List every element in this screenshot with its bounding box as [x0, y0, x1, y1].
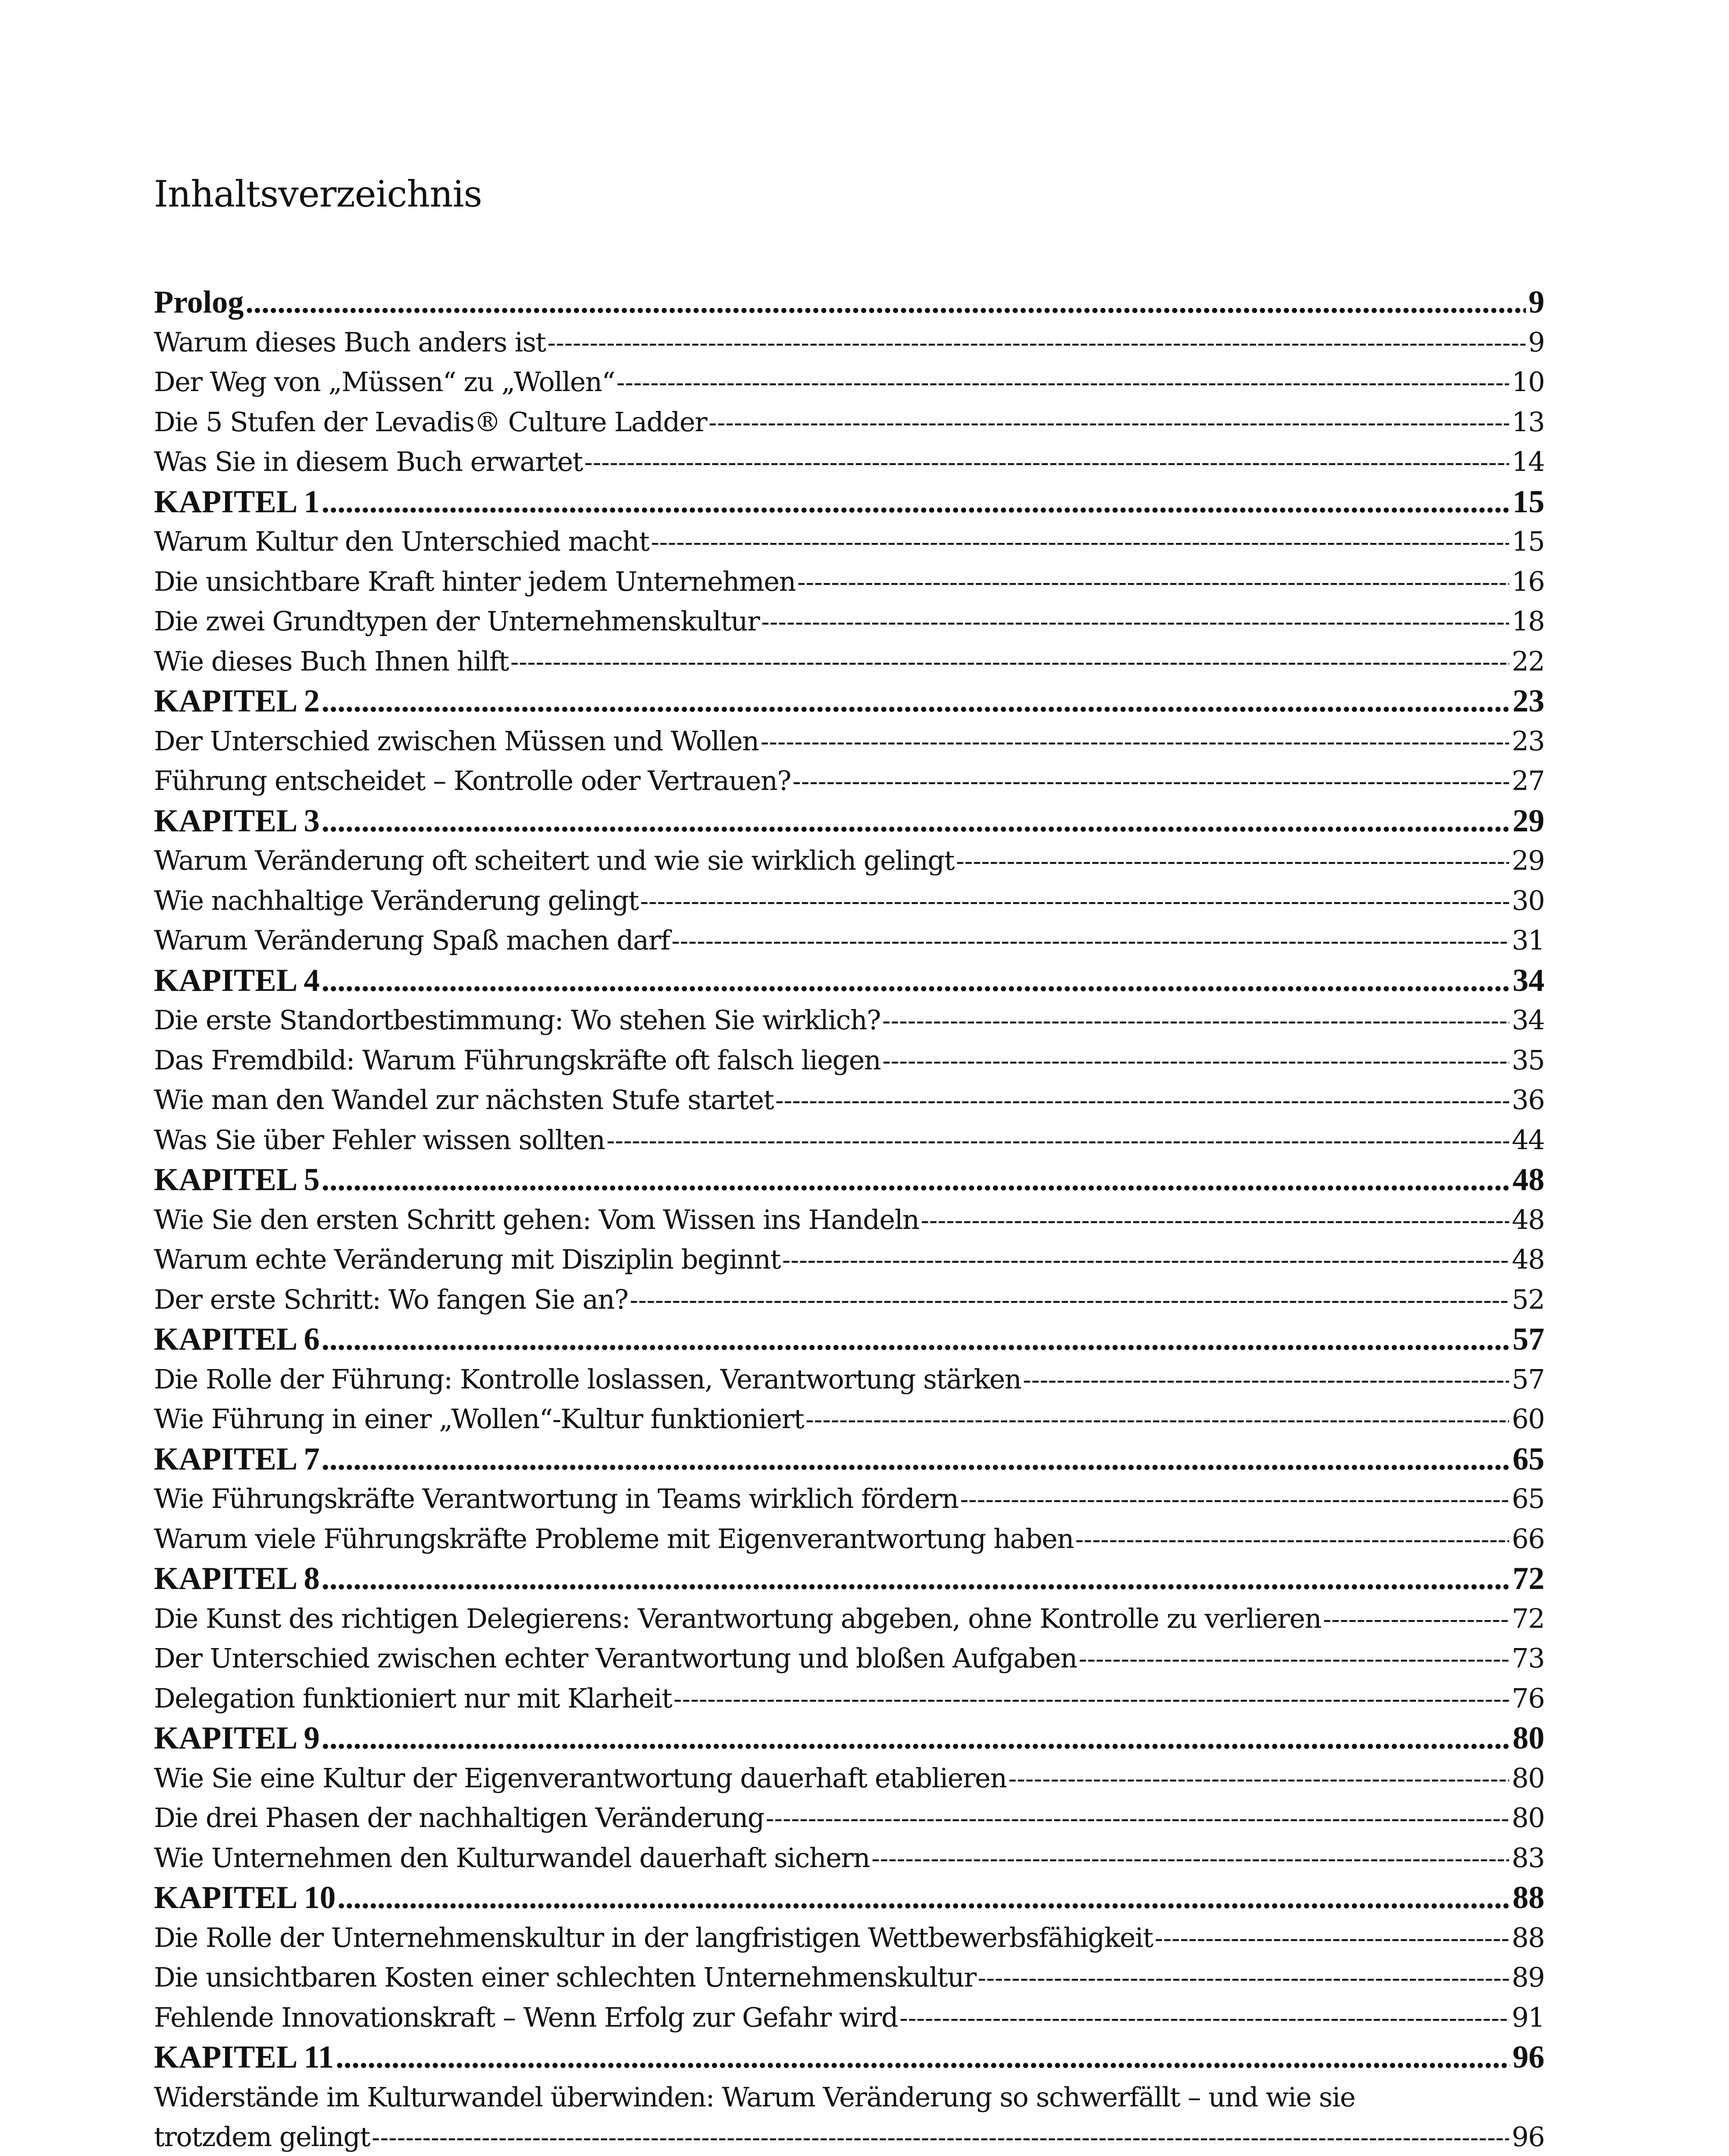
toc-page-number: 23 [1513, 683, 1544, 719]
toc-leader [630, 1280, 1509, 1320]
toc-section-title: Warum Veränderung oft scheitert und wie sie wirklich gelingt [154, 845, 955, 876]
toc-section-entry[interactable] [154, 1758, 1544, 1799]
toc-section-title: Der Weg von „Müssen“ zu „Wollen“ [154, 366, 615, 398]
toc-section-title: Was Sie in diesem Buch erwartet [154, 446, 583, 477]
table-of-contents [154, 282, 1544, 2156]
toc-section-title: Warum echte Veränderung mit Disziplin beginnt [154, 1244, 780, 1275]
toc-section-entry[interactable] [154, 1639, 1544, 1679]
toc-page-number: 18 [1512, 605, 1544, 637]
toc-leader [322, 1718, 1510, 1758]
toc-chapter-entry[interactable] [154, 801, 1544, 841]
toc-section-entry[interactable] [154, 1958, 1544, 1998]
toc-section-title: Der Unterschied zwischen Müssen und Wollen [154, 725, 759, 757]
toc-chapter-entry[interactable] [154, 1718, 1544, 1758]
toc-page-number: 14 [1512, 446, 1544, 477]
toc-section-entry[interactable] [154, 1240, 1544, 1280]
toc-leader [766, 1798, 1509, 1838]
toc-leader [322, 1319, 1510, 1360]
toc-leader [956, 841, 1509, 881]
toc-section-entry[interactable] [154, 1120, 1544, 1160]
toc-page-number: 15 [1513, 484, 1544, 520]
toc-section-entry[interactable] [154, 721, 1544, 761]
toc-section-entry[interactable] [154, 602, 1544, 642]
toc-section-entry[interactable] [154, 1360, 1544, 1400]
toc-leader [708, 402, 1509, 442]
toc-section-title: Die Rolle der Führung: Kontrolle loslassen, Verantwortung stärken [154, 1363, 1021, 1395]
toc-leader [871, 1838, 1509, 1878]
toc-section-entry[interactable] [154, 1599, 1544, 1639]
toc-leader [584, 442, 1509, 482]
toc-page-number: 88 [1513, 1880, 1544, 1915]
toc-page-number: 66 [1512, 1523, 1544, 1554]
toc-section-title: Die 5 Stufen der Levadis® Culture Ladder [154, 406, 707, 438]
toc-chapter-entry[interactable] [154, 1439, 1544, 1479]
toc-leader [322, 961, 1510, 1001]
toc-leader [673, 1679, 1509, 1719]
toc-section-title: Warum dieses Buch anders ist [154, 326, 546, 358]
toc-page-number: 15 [1512, 526, 1544, 557]
toc-section-title: Fehlende Innovationskraft – Wenn Erfolg zur Gefahr wird [154, 2001, 898, 2033]
toc-section-entry[interactable] [154, 402, 1544, 442]
toc-section-title: Warum Veränderung Spaß machen darf [154, 924, 670, 956]
toc-page-number: 23 [1512, 725, 1544, 757]
toc-chapter-entry[interactable] [154, 1878, 1544, 1918]
toc-section-entry[interactable] [154, 362, 1544, 402]
toc-section-title: Die zwei Grundtypen der Unternehmenskultur [154, 605, 760, 637]
toc-leader [761, 602, 1509, 642]
page-title: Inhaltsverzeichnis [154, 173, 482, 215]
toc-chapter-title: KAPITEL 6 [154, 1322, 320, 1357]
toc-chapter-title: KAPITEL 4 [154, 962, 320, 998]
toc-page-number: 52 [1512, 1283, 1544, 1315]
toc-page-number: 36 [1512, 1084, 1544, 1116]
toc-page-number: 72 [1512, 1602, 1544, 1634]
toc-leader [547, 323, 1525, 363]
toc-section-title: Die Kunst des richtigen Delegierens: Verantwortung abgeben, ohne Kontrolle zu verlieren [154, 1602, 1322, 1634]
toc-leader [640, 881, 1509, 921]
toc-section-title: Wie Führung in einer „Wollen“-Kultur funktioniert [154, 1403, 804, 1435]
toc-page-number: 80 [1512, 1802, 1544, 1833]
toc-section-title: Wie nachhaltige Veränderung gelingt [154, 884, 639, 916]
toc-page-number: 27 [1512, 765, 1544, 796]
toc-section-title: Was Sie über Fehler wissen sollten [154, 1124, 605, 1156]
toc-leader [882, 1040, 1509, 1081]
toc-section-entry[interactable] [154, 761, 1544, 801]
toc-page-number: 29 [1512, 845, 1544, 876]
toc-chapter-title: Prolog [154, 285, 244, 320]
toc-page-number: 60 [1512, 1403, 1544, 1435]
toc-section-title: Widerstände im Kulturwandel überwinden: Warum Veränderung so schwerfällt – und wie sie [154, 2081, 1355, 2113]
toc-section-entry[interactable] [154, 1280, 1544, 1320]
toc-leader [1323, 1599, 1509, 1639]
toc-chapter-entry[interactable] [154, 2037, 1544, 2078]
toc-page-number: 72 [1513, 1561, 1544, 1596]
toc-leader [322, 1559, 1510, 1599]
toc-leader [335, 2037, 1510, 2078]
toc-leader [1023, 1360, 1509, 1400]
toc-page-number: 48 [1512, 1244, 1544, 1275]
toc-leader [1075, 1519, 1509, 1559]
toc-section-title: Wie Sie den ersten Schritt gehen: Vom Wissen ins Handeln [154, 1203, 919, 1235]
toc-page-number: 34 [1513, 962, 1544, 998]
toc-section-title: Wie dieses Buch Ihnen hilft [154, 645, 509, 677]
toc-section-title: Wie Unternehmen den Kulturwandel dauerhaft sichern [154, 1842, 870, 1874]
toc-leader [1155, 1918, 1509, 1958]
toc-section-title: Delegation funktioniert nur mit Klarheit [154, 1682, 672, 1714]
toc-leader [960, 1479, 1510, 1519]
toc-section-entry[interactable] [154, 1080, 1544, 1120]
toc-section-entry[interactable] [154, 442, 1544, 482]
toc-section-entry[interactable] [154, 1798, 1544, 1838]
toc-leader [322, 482, 1510, 522]
toc-section-title: Die unsichtbaren Kosten einer schlechten Unternehmenskultur [154, 1962, 976, 1993]
toc-page-number: 48 [1513, 1162, 1544, 1197]
toc-page-number: 65 [1513, 1441, 1544, 1477]
toc-section-title: Die unsichtbare Kraft hinter jedem Unternehmen [154, 565, 796, 597]
toc-section-title: Die erste Standortbestimmung: Wo stehen Sie wirklich? [154, 1004, 881, 1036]
toc-page-number: 88 [1512, 1921, 1544, 1953]
toc-leader [245, 282, 1526, 323]
toc-leader [322, 1160, 1510, 1200]
toc-page-number: 65 [1512, 1483, 1544, 1514]
toc-section-entry[interactable] [154, 1040, 1544, 1081]
toc-chapter-title: KAPITEL 10 [154, 1880, 336, 1915]
toc-leader [617, 362, 1509, 402]
toc-section-title: trotzdem gelingt [154, 2121, 370, 2153]
toc-section-entry[interactable] [154, 2078, 1544, 2156]
toc-page-number: 57 [1512, 1363, 1544, 1395]
toc-section-entry[interactable] [154, 1200, 1544, 1240]
toc-chapter-title: KAPITEL 2 [154, 683, 320, 719]
toc-leader [322, 801, 1510, 841]
toc-chapter-entry[interactable] [154, 1319, 1544, 1360]
toc-section-entry[interactable] [154, 1998, 1544, 2038]
toc-section-title: Der Unterschied zwischen echter Verantwortung und bloßen Aufgaben [154, 1642, 1077, 1674]
toc-leader [882, 1000, 1509, 1040]
toc-section-title: Die drei Phasen der nachhaltigen Veränderung [154, 1802, 764, 1833]
toc-page-number: 73 [1512, 1642, 1544, 1674]
toc-leader [1009, 1758, 1510, 1799]
toc-page-number: 35 [1512, 1044, 1544, 1076]
toc-page-number: 80 [1513, 1720, 1544, 1756]
toc-section-entry[interactable] [154, 642, 1544, 682]
toc-page-number: 48 [1512, 1203, 1544, 1235]
toc-chapter-title: KAPITEL 9 [154, 1720, 320, 1756]
toc-chapter-title: KAPITEL 3 [154, 803, 320, 839]
toc-chapter-entry[interactable] [154, 961, 1544, 1001]
toc-leader [797, 562, 1509, 602]
toc-page-number: 34 [1512, 1004, 1544, 1036]
toc-leader [978, 1958, 1510, 1998]
toc-section-title: Die Rolle der Unternehmenskultur in der langfristigen Wettbewerbsfähigkeit [154, 1921, 1153, 1953]
toc-chapter-title: KAPITEL 8 [154, 1561, 320, 1596]
toc-leader [1079, 1639, 1509, 1679]
toc-leader [805, 1399, 1509, 1439]
toc-section-title: Führung entscheidet – Kontrolle oder Vertrauen? [154, 765, 791, 796]
toc-section-title: Wie Sie eine Kultur der Eigenverantwortung dauerhaft etablieren [154, 1762, 1007, 1794]
toc-chapter-title: KAPITEL 11 [154, 2040, 334, 2075]
toc-chapter-title: KAPITEL 1 [154, 484, 320, 520]
toc-leader [607, 1120, 1510, 1160]
toc-page-number: 91 [1512, 2001, 1544, 2033]
toc-page-number: 9 [1528, 326, 1544, 358]
toc-section-entry[interactable] [154, 1000, 1544, 1040]
toc-chapter-entry[interactable] [154, 1559, 1544, 1599]
toc-leader [671, 921, 1509, 961]
toc-entry-continuation [154, 2117, 1544, 2156]
toc-chapter-title: KAPITEL 7 [154, 1441, 320, 1477]
toc-chapter-entry[interactable] [154, 282, 1544, 323]
toc-leader [921, 1200, 1509, 1240]
toc-page-number: 57 [1513, 1322, 1544, 1357]
toc-page [154, 172, 1544, 2156]
toc-section-entry[interactable] [154, 1519, 1544, 1559]
toc-page-number: 83 [1512, 1842, 1544, 1874]
toc-section-title: Warum viele Führungskräfte Probleme mit Eigenverantwortung haben [154, 1523, 1074, 1554]
toc-section-title: Wie man den Wandel zur nächsten Stufe startet [154, 1084, 774, 1116]
toc-section-entry[interactable] [154, 323, 1544, 363]
toc-section-title: Das Fremdbild: Warum Führungskräfte oft falsch liegen [154, 1044, 881, 1076]
toc-section-title: Wie Führungskräfte Verantwortung in Teams wirklich fördern [154, 1483, 958, 1514]
toc-section-title: Der erste Schritt: Wo fangen Sie an? [154, 1283, 628, 1315]
toc-page-number: 44 [1512, 1124, 1544, 1156]
toc-page-number: 96 [1513, 2040, 1544, 2075]
toc-leader [761, 721, 1509, 761]
toc-section-entry[interactable] [154, 1838, 1544, 1878]
toc-section-entry[interactable] [154, 1399, 1544, 1439]
toc-chapter-entry[interactable] [154, 482, 1544, 522]
toc-section-title: Warum Kultur den Unterschied macht [154, 526, 649, 557]
toc-section-entry[interactable] [154, 562, 1544, 602]
toc-page-number: 96 [1512, 2121, 1544, 2153]
toc-page-number: 31 [1512, 924, 1544, 956]
toc-leader [899, 1998, 1509, 2038]
toc-leader [792, 761, 1509, 801]
toc-page-number: 30 [1512, 884, 1544, 916]
toc-section-entry[interactable] [154, 921, 1544, 961]
toc-section-entry[interactable] [154, 1679, 1544, 1719]
toc-page-number: 9 [1529, 285, 1544, 320]
toc-leader [322, 1439, 1510, 1479]
toc-section-entry[interactable] [154, 1918, 1544, 1958]
toc-leader [372, 2117, 1509, 2156]
toc-page-number: 16 [1512, 565, 1544, 597]
toc-section-entry[interactable] [154, 522, 1544, 562]
toc-leader [338, 1878, 1510, 1918]
toc-page-number: 13 [1512, 406, 1544, 438]
toc-leader [775, 1080, 1509, 1120]
toc-page-number: 22 [1512, 645, 1544, 677]
toc-page-number: 76 [1512, 1682, 1544, 1714]
toc-section-entry[interactable] [154, 841, 1544, 881]
toc-chapter-entry[interactable] [154, 681, 1544, 721]
toc-page-number: 29 [1513, 803, 1544, 839]
toc-section-entry[interactable] [154, 881, 1544, 921]
toc-page-number: 80 [1512, 1762, 1544, 1794]
toc-section-entry[interactable] [154, 1479, 1544, 1519]
toc-chapter-title: KAPITEL 5 [154, 1162, 320, 1197]
toc-page-number: 10 [1512, 366, 1544, 398]
toc-page-number: 89 [1512, 1962, 1544, 1993]
toc-leader [322, 681, 1510, 721]
toc-chapter-entry[interactable] [154, 1160, 1544, 1200]
toc-leader [651, 522, 1509, 562]
toc-leader [782, 1240, 1509, 1280]
toc-leader [511, 642, 1509, 682]
